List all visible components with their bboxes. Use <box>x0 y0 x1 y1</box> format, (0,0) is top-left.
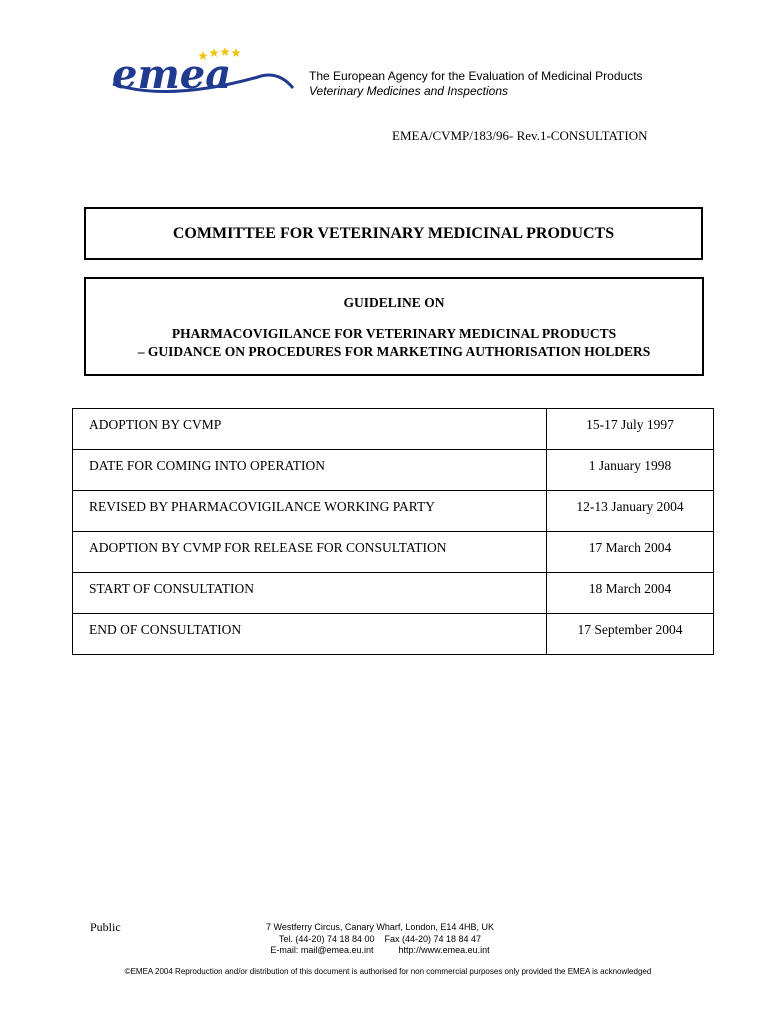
dates-table <box>72 408 714 655</box>
document-reference: EMEA/CVMP/183/96- Rev.1-CONSULTATION <box>392 128 648 143</box>
footer-address: 7 Westferry Circus, Canary Wharf, London, E14 4HB, UK <box>266 922 494 932</box>
milestone-date: 17 March 2004 <box>547 532 714 573</box>
footer-address-block <box>200 922 560 957</box>
footer-phone-fax: Tel. (44-20) 74 18 84 00 Fax (44-20) 74 18 84 47 <box>278 933 482 944</box>
milestone-date: 15-17 July 1997 <box>547 409 714 450</box>
table-row <box>73 409 714 450</box>
milestone-label: START OF CONSULTATION <box>73 573 547 614</box>
emea-logo <box>108 42 298 102</box>
table-row <box>73 573 714 614</box>
agency-name: The European Agency for the Evaluation of Medicinal Products <box>309 69 643 83</box>
agency-block <box>309 69 643 99</box>
agency-unit: Veterinary Medicines and Inspections <box>309 84 508 98</box>
guideline-title: PHARMACOVIGILANCE FOR VETERINARY MEDICINAL PRODUCTS <box>171 326 617 341</box>
milestone-label: DATE FOR COMING INTO OPERATION <box>73 450 547 491</box>
table-row <box>73 614 714 655</box>
milestone-date: 17 September 2004 <box>547 614 714 655</box>
table-row <box>73 532 714 573</box>
guideline-heading: GUIDELINE ON <box>343 295 445 310</box>
copyright-notice: ©EMEA 2004 Reproduction and/or distribution of this document is authorised for non commercial purposes only provided the EMEA is acknowledged <box>124 967 652 976</box>
milestone-date: 12-13 January 2004 <box>547 491 714 532</box>
milestone-date: 18 March 2004 <box>547 573 714 614</box>
guideline-subtitle: – GUIDANCE ON PROCEDURES FOR MARKETING AUTHORISATION HOLDERS <box>137 344 651 359</box>
milestone-label: END OF CONSULTATION <box>73 614 547 655</box>
logo-text: emea <box>112 51 232 98</box>
classification-label: Public <box>90 920 121 934</box>
table-row <box>73 450 714 491</box>
milestone-date: 1 January 1998 <box>547 450 714 491</box>
committee-box <box>84 207 703 260</box>
milestone-label: ADOPTION BY CVMP FOR RELEASE FOR CONSULTATION <box>73 532 547 573</box>
milestone-label: REVISED BY PHARMACOVIGILANCE WORKING PARTY <box>73 491 547 532</box>
footer-contact: E-mail: mail@emea.eu.int http://www.emea.eu.int <box>270 945 490 955</box>
milestone-label: ADOPTION BY CVMP <box>73 409 547 450</box>
table-row <box>73 491 714 532</box>
guideline-box <box>84 277 704 376</box>
committee-title: COMMITTEE FOR VETERINARY MEDICINAL PRODUCTS <box>172 225 615 242</box>
